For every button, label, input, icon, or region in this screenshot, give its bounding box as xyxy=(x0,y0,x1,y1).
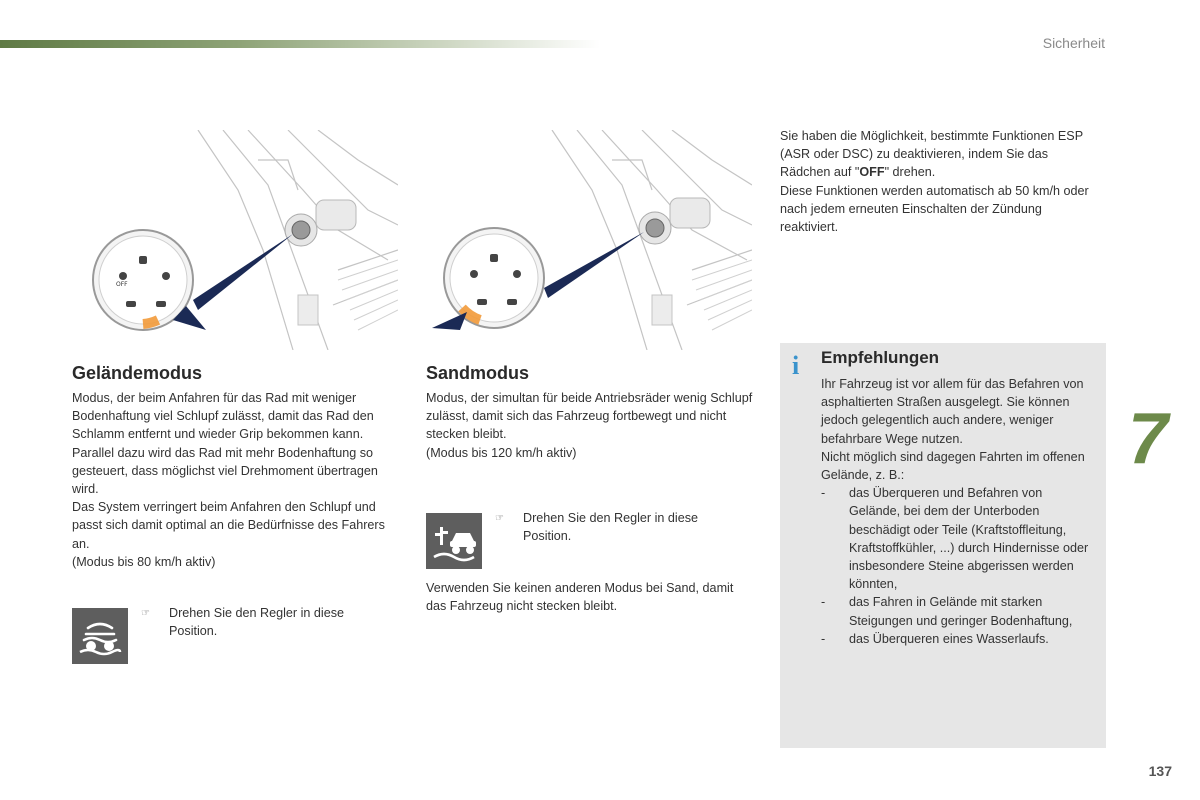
list-dash: - xyxy=(821,595,826,610)
pointing-hand-icon: ☞ xyxy=(495,513,504,524)
list-item-text: das Überqueren eines Wasserlaufs. xyxy=(849,631,1049,646)
paragraph: Modus, der simultan für beide Antriebsräder wenig Schlupf zulässt, damit sich das Fahrzeug fortbewegt und nicht stecken bleibt. xyxy=(426,391,753,442)
paragraph: (Modus bis 80 km/h aktiv) xyxy=(72,554,216,569)
mud-mode-description xyxy=(72,389,402,571)
esp-intro-text xyxy=(780,127,1100,236)
recommendations-list xyxy=(821,484,1096,648)
list-dash: - xyxy=(821,486,826,501)
paragraph: Nicht möglich sind dagegen Fahrten im offenen Gelände, z. B.: xyxy=(821,449,1085,483)
top-accent-bar xyxy=(0,40,600,48)
section-title: Sicherheit xyxy=(1042,35,1105,51)
recommendations-body xyxy=(821,375,1096,648)
list-item-text: das Fahren in Gelände mit starken Steigungen und geringer Bodenhaftung, xyxy=(849,595,1073,628)
recommendations-box xyxy=(780,343,1106,748)
list-item xyxy=(821,593,1096,629)
pointing-hand-icon: ☞ xyxy=(141,608,150,619)
mud-mode-icon xyxy=(72,608,128,664)
instruction-text: Drehen Sie den Regler in diese Position. xyxy=(169,606,345,639)
sand-mode-description xyxy=(426,389,756,462)
paragraph: (Modus bis 120 km/h aktiv) xyxy=(426,445,577,460)
paragraph: Modus, der beim Anfahren für das Rad mit weniger Bodenhaftung viel Schlupf zulässt, damit das Rad den Schlamm entfernt und wieder Grip bekommen kann. xyxy=(72,391,374,442)
mud-mode-illustration xyxy=(88,130,398,350)
info-icon: i xyxy=(792,351,800,380)
esp-intro-line-1: Sie haben die Möglichkeit, bestimmte Funktionen ESP (ASR oder DSC) zu deaktivieren, indem Sie das Rädchen auf "OFF" drehen. xyxy=(780,129,1083,180)
recommendations-title: Empfehlungen xyxy=(821,348,940,367)
list-item xyxy=(821,630,1096,648)
sand-mode-title: Sandmodus xyxy=(426,363,530,383)
paragraph: Das System verringert beim Anfahren den Schlupf und passt sich damit optimal an die Bedürfnisse des Fahrers an. xyxy=(72,500,385,551)
mud-mode-icon-graphic xyxy=(72,608,128,664)
instruction-text: Drehen Sie den Regler in diese Position. xyxy=(523,511,699,544)
page-number: 137 xyxy=(1148,763,1172,779)
sand-mode-note: Verwenden Sie keinen anderen Modus bei Sand, damit das Fahrzeug nicht stecken bleibt. xyxy=(426,581,734,614)
chapter-number: 7 xyxy=(1128,399,1169,479)
esp-intro-line-2: Diese Funktionen werden automatisch ab 50 km/h oder nach jedem erneuten Einschalten der Zündung reaktiviert. xyxy=(780,183,1089,235)
paragraph: Parallel dazu wird das Rad mit mehr Bodenhaftung so gesteuert, dass möglichst viel Drehmoment übertragen wird. xyxy=(72,445,378,497)
list-dash: - xyxy=(821,631,826,646)
mud-mode-instruction xyxy=(141,604,381,640)
sand-mode-icon xyxy=(426,513,482,569)
mud-mode-title: Geländemodus xyxy=(72,363,203,383)
list-item-text: das Überqueren und Befahren von Gelände, bei dem der Unterboden beschädigt oder Teile (Kraftstoffleitung, Kraftstoffkühler, ...) durch Hindernisse oder insbesondere Steine abgerissen werden könnten, xyxy=(849,486,1089,592)
sand-mode-illustration xyxy=(432,130,752,350)
svg-text:OFF: OFF xyxy=(116,281,128,288)
list-item xyxy=(821,484,1096,593)
paragraph: Ihr Fahrzeug ist vor allem für das Befahren von asphaltierten Straßen ausgelegt. Sie können jedoch gelegentlich auch andere, weniger befahrbare Wege nutzen. xyxy=(821,377,1084,446)
console-knob-drawing-mud xyxy=(88,130,398,350)
console-knob-drawing-sand xyxy=(432,130,752,350)
sand-mode-icon-graphic xyxy=(426,513,482,569)
sand-mode-instruction xyxy=(495,509,735,545)
